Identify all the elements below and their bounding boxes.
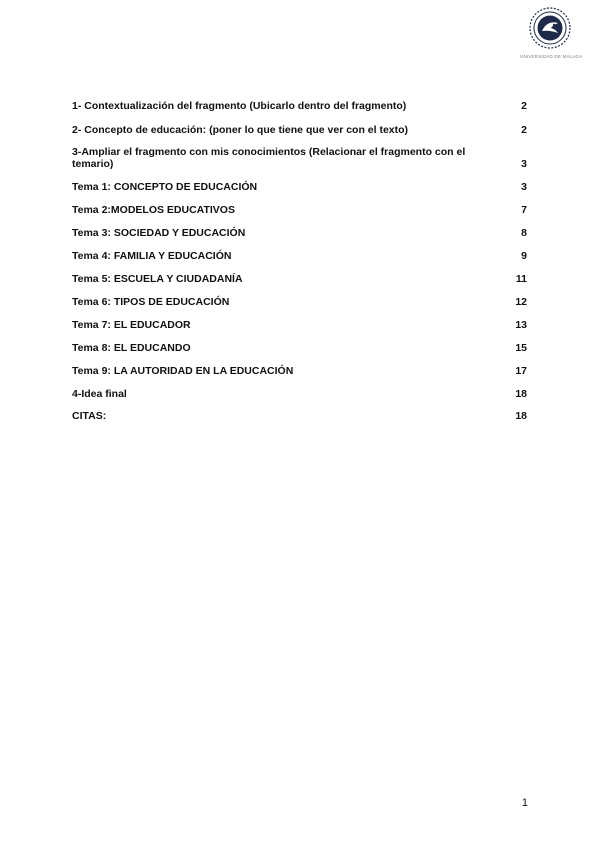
toc-entry[interactable]: [72, 100, 527, 112]
toc-entry[interactable]: [72, 124, 527, 136]
toc-entry[interactable]: [72, 388, 527, 400]
logo-caption: UNIVERSIDAD DE MÁLAGA: [520, 54, 583, 59]
toc-entry-page: 7: [521, 204, 527, 216]
toc-entry-page: 18: [515, 388, 527, 400]
toc-entry-page: 13: [515, 319, 527, 331]
toc-entry-page: 2: [521, 100, 527, 112]
toc-entry-page: 9: [521, 250, 527, 262]
university-seal-icon: [520, 6, 580, 52]
toc-entry[interactable]: [72, 410, 527, 422]
toc-entry-title: Tema 9: LA AUTORIDAD EN LA EDUCACIÓN: [72, 365, 294, 377]
toc-entry-title: Tema 1: CONCEPTO DE EDUCACIÓN: [72, 181, 258, 193]
toc-entry-page: 8: [521, 227, 527, 239]
toc-entry-title: 1- Contextualización del fragmento (Ubicarlo dentro del fragmento): [72, 100, 407, 112]
toc-entry-page: 15: [515, 342, 527, 354]
toc-entry-page: 3: [521, 158, 527, 170]
toc-entry-title: Tema 4: FAMILIA Y EDUCACIÓN: [72, 250, 232, 262]
toc-entry[interactable]: [72, 227, 527, 239]
table-of-contents: [72, 100, 527, 422]
toc-entry[interactable]: [72, 296, 527, 308]
toc-entry-page: 12: [515, 296, 527, 308]
toc-entry-page: 17: [515, 365, 527, 377]
toc-entry[interactable]: [72, 250, 527, 262]
toc-entry-title: Tema 3: SOCIEDAD Y EDUCACIÓN: [72, 227, 246, 239]
toc-entry-title: Tema 6: TIPOS DE EDUCACIÓN: [72, 296, 230, 308]
toc-entry-title: 3-Ampliar el fragmento con mis conocimientos (Relacionar el fragmento con el temario): [72, 146, 466, 170]
toc-entry-title: Tema 7: EL EDUCADOR: [72, 319, 191, 331]
toc-entry-page: 2: [521, 124, 527, 136]
university-logo: [520, 6, 583, 62]
toc-entry[interactable]: [72, 365, 527, 377]
toc-entry[interactable]: [72, 319, 527, 331]
toc-entry-title: 2- Concepto de educación: (poner lo que tiene que ver con el texto): [72, 124, 409, 136]
toc-entry[interactable]: [72, 273, 527, 285]
toc-entry[interactable]: [72, 146, 527, 170]
toc-entry[interactable]: [72, 181, 527, 193]
toc-entry[interactable]: [72, 342, 527, 354]
toc-entry-page: 18: [515, 410, 527, 422]
toc-entry-title: Tema 8: EL EDUCANDO: [72, 342, 191, 354]
toc-entry[interactable]: [72, 204, 527, 216]
toc-entry-title: 4-Idea final: [72, 388, 127, 400]
toc-entry-page: 3: [521, 181, 527, 193]
toc-entry-title: CITAS:: [72, 410, 107, 422]
toc-entry-title: Tema 5: ESCUELA Y CIUDADANÍA: [72, 273, 243, 285]
page-number: 1: [521, 797, 528, 809]
toc-entry-page: 11: [515, 273, 527, 285]
toc-entry-title: Tema 2:MODELOS EDUCATIVOS: [72, 204, 235, 216]
